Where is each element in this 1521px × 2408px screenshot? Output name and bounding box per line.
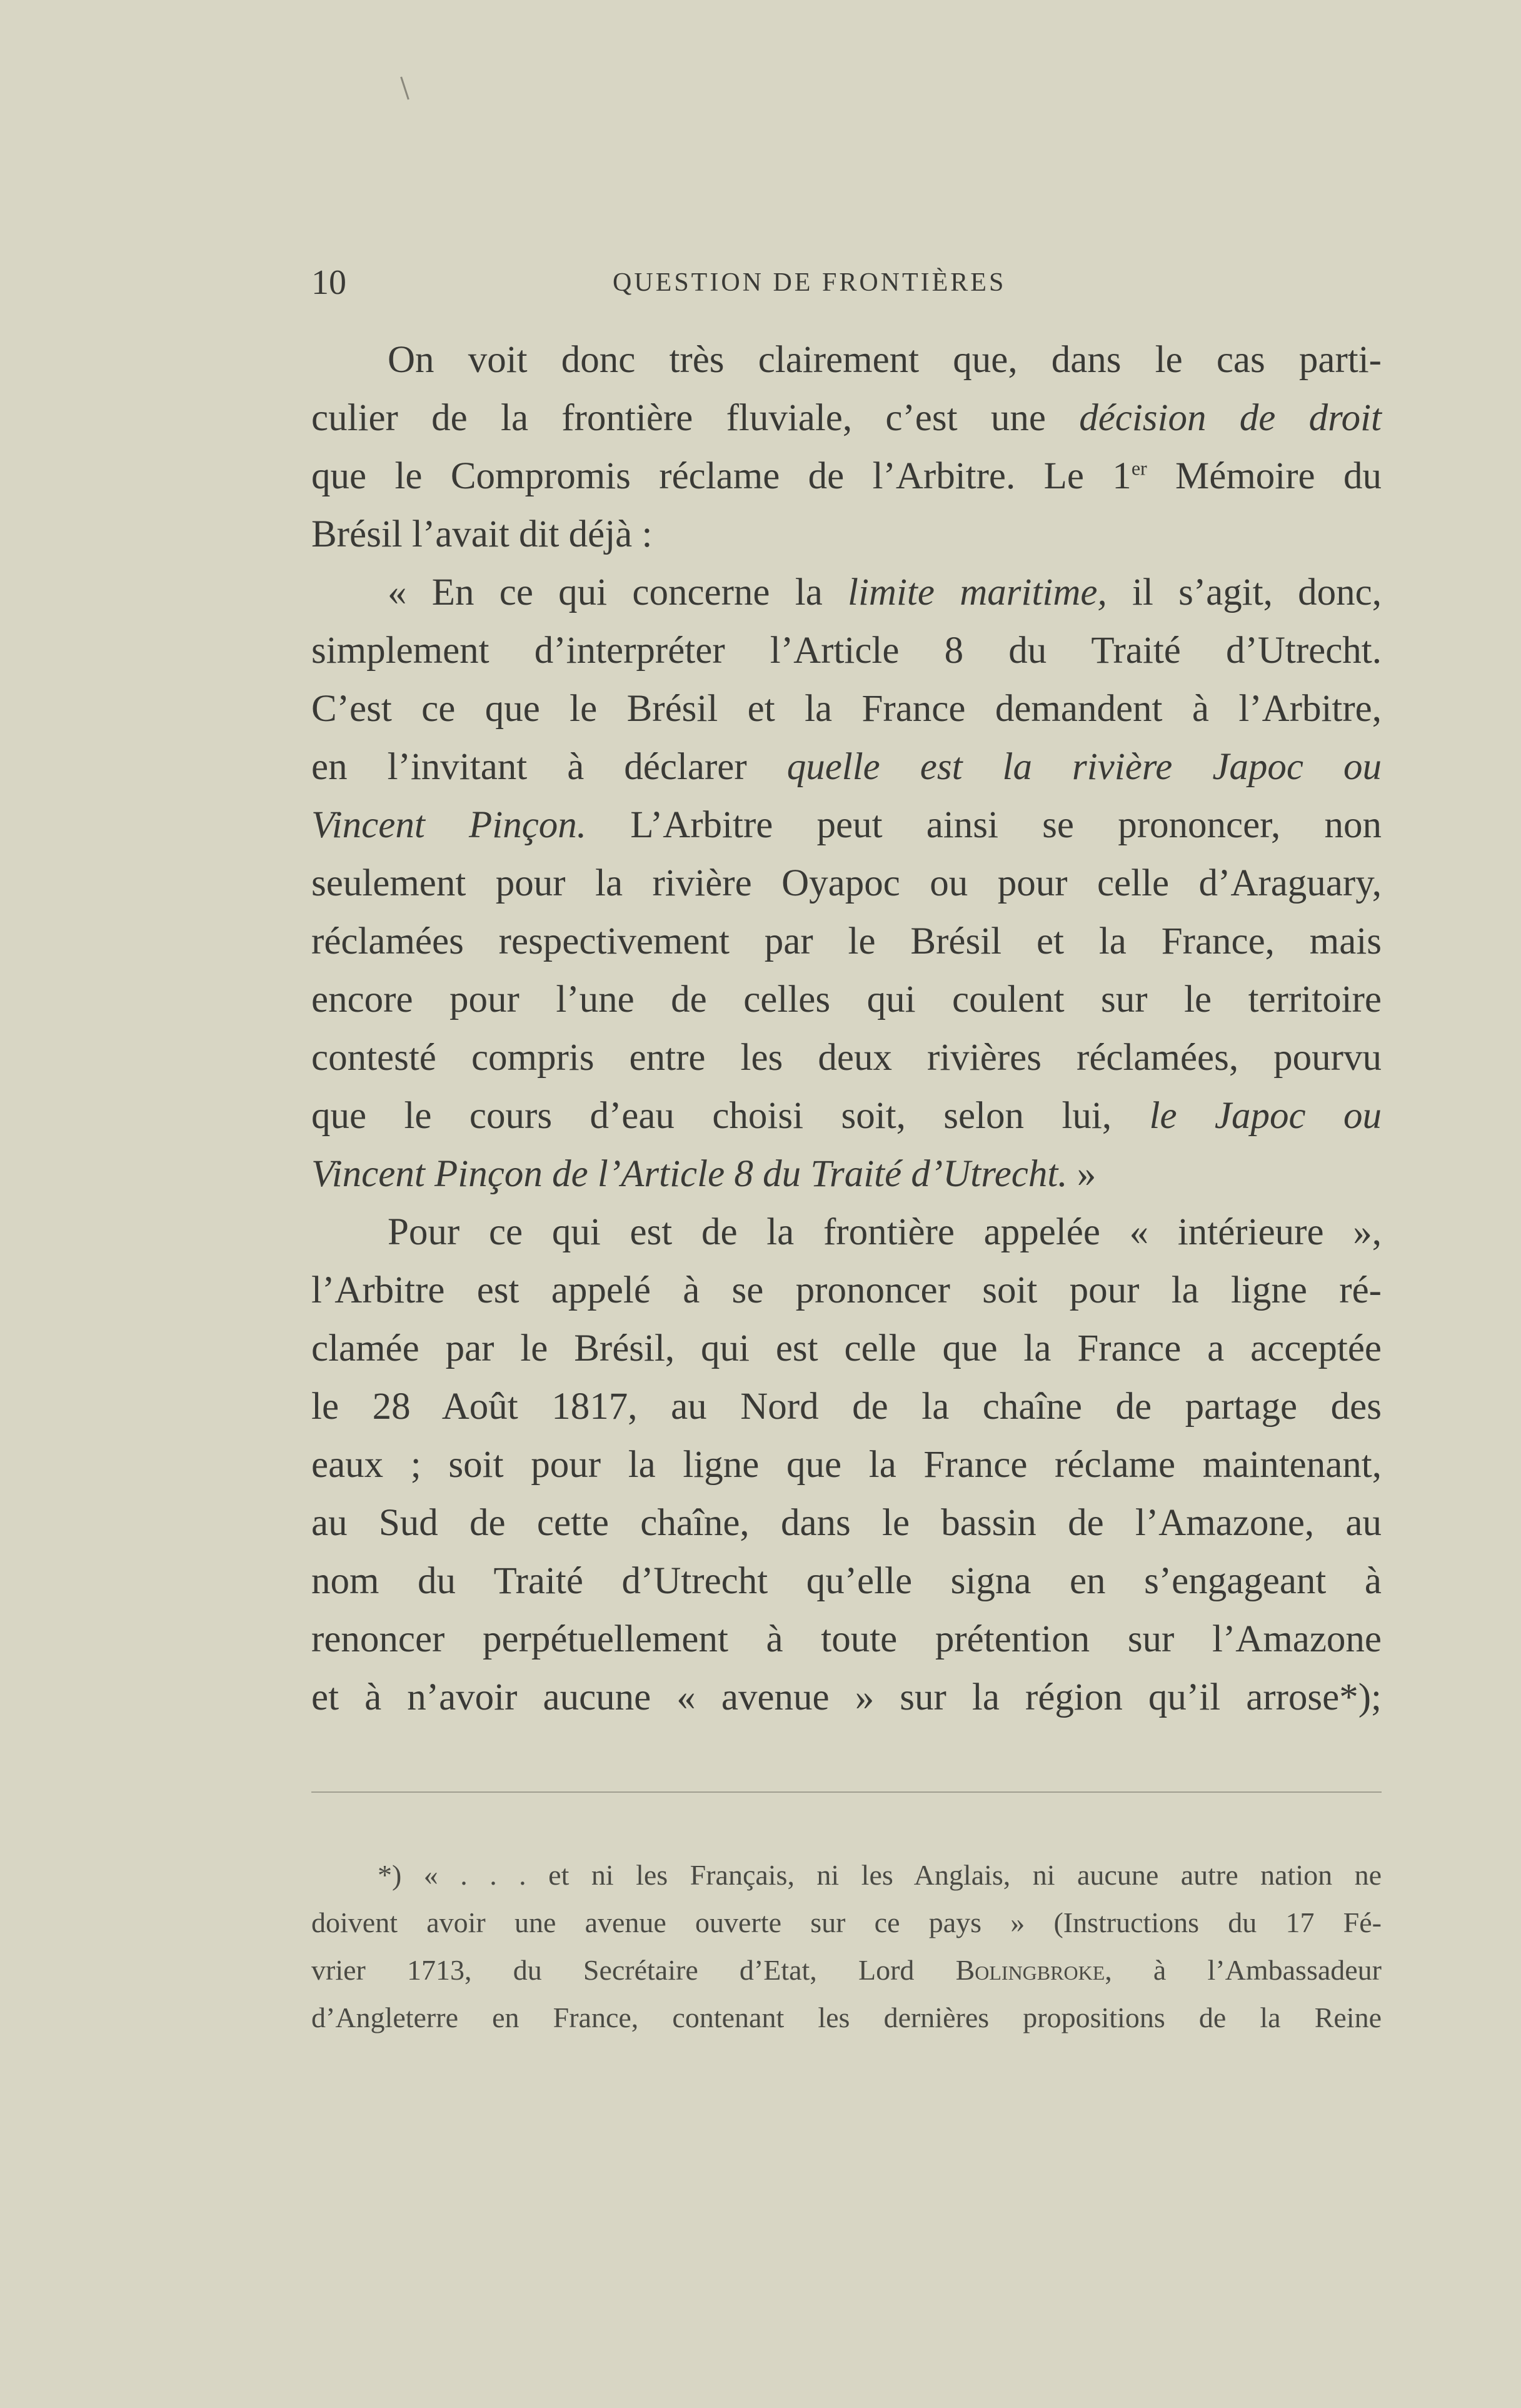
- text-span: le 28 Août 1817, au Nord de la chaîne de partage des: [311, 1386, 1382, 1428]
- text-line: [311, 861, 1382, 906]
- text-line: [311, 1094, 1382, 1139]
- text-span: en l’invitant à déclarer: [311, 746, 787, 788]
- text-line: [311, 628, 1382, 673]
- text-line: [311, 396, 1382, 441]
- text-span: culier de la frontière fluviale, c’est une: [311, 397, 1080, 439]
- italic-span: Vincent Pinçon.: [311, 804, 587, 846]
- page-header: [311, 263, 1382, 306]
- text-line: [311, 1384, 1382, 1429]
- footnote-divider: [311, 1791, 1382, 1793]
- text-line: [311, 745, 1382, 790]
- text-span: au Sud de cette chaîne, dans le bassin de l’Amazone, au: [311, 1502, 1382, 1544]
- text-span: L’Arbitre peut ainsi se prononcer, non: [586, 804, 1382, 846]
- text-span: réclamées respectivement par le Brésil et la France, mais: [311, 920, 1382, 962]
- text-line: [311, 1268, 1382, 1313]
- italic-span: limite maritime,: [848, 572, 1107, 613]
- footnote-line: [311, 2000, 1382, 2036]
- text-span: nom du Traité d’Utrecht qu’elle signa en s’engageant à: [311, 1560, 1382, 1602]
- footnote-line: [311, 1905, 1382, 1941]
- text-line: [311, 1675, 1382, 1720]
- text-span: »: [1067, 1153, 1097, 1195]
- superscript: er: [1131, 456, 1147, 480]
- text-span: simplement d’interpréter l’Article 8 du Traité d’Utrecht.: [311, 630, 1382, 672]
- footnote-line: [311, 1952, 1382, 1988]
- italic-span: décision de droit: [1079, 397, 1382, 439]
- text-span: et à n’avoir aucune « avenue » sur la région qu’il arrose*);: [311, 1676, 1382, 1718]
- text-span: que le Compromis réclame de l’Arbitre. Le 1: [311, 455, 1132, 497]
- text-span: que le cours d’eau choisi soit, selon lui,: [311, 1095, 1150, 1137]
- text-line: [311, 1326, 1382, 1371]
- text-line: [311, 1152, 1382, 1197]
- text-line: [311, 687, 1382, 732]
- text-line: [388, 1210, 1382, 1255]
- text-span: clamée par le Brésil, qui est celle que la France a acceptée: [311, 1327, 1382, 1369]
- text-span: Pour ce qui est de la frontière appelée « intérieure »,: [388, 1211, 1382, 1253]
- text-span: l’Arbitre est appelé à se prononcer soit pour la ligne ré-: [311, 1269, 1382, 1311]
- small-caps-name: Bolingbroke: [955, 1954, 1105, 1986]
- text-span: il s’agit, donc,: [1107, 572, 1382, 613]
- stray-mark: [400, 76, 409, 99]
- footnote-line: [378, 1857, 1382, 1893]
- text-span: Mémoire du: [1147, 455, 1382, 497]
- text-span: seulement pour la rivière Oyapoc ou pour celle d’Araguary,: [311, 862, 1382, 904]
- text-line: [311, 1501, 1382, 1546]
- text-line: [388, 570, 1382, 615]
- text-line: [311, 919, 1382, 964]
- footnote-span: vrier 1713, du Secrétaire d’Etat, Lord: [311, 1954, 956, 1986]
- text-line: [311, 454, 1382, 499]
- footnote-span: *) « . . . et ni les Français, ni les Anglais, ni aucune autre nation ne: [378, 1859, 1382, 1891]
- text-line: [311, 803, 1382, 848]
- text-span: On voit donc très clairement que, dans le cas parti-: [388, 339, 1382, 381]
- italic-span: Vincent Pinçon de l’Article 8 du Traité d’Utrecht.: [311, 1153, 1068, 1195]
- text-span: Brésil l’avait dit déjà :: [311, 513, 653, 555]
- text-line: [311, 1035, 1382, 1081]
- footnote-span: d’Angleterre en France, contenant les dernières propositions de la Reine: [311, 2002, 1382, 2033]
- text-line: [311, 1559, 1382, 1604]
- text-span: C’est ce que le Brésil et la France demandent à l’Arbitre,: [311, 688, 1382, 730]
- running-title: QUESTION DE FRONTIÈRES: [613, 268, 1006, 297]
- text-span: renoncer perpétuellement à toute prétention sur l’Amazone: [311, 1618, 1382, 1660]
- text-line: [388, 338, 1382, 383]
- text-line: [311, 977, 1382, 1022]
- text-span: contesté compris entre les deux rivières réclamées, pourvu: [311, 1037, 1382, 1079]
- italic-span: quelle est la rivière Japoc ou: [786, 746, 1382, 788]
- page-number: 10: [311, 263, 346, 302]
- italic-span: le Japoc ou: [1149, 1095, 1382, 1137]
- text-span: eaux ; soit pour la ligne que la France réclame maintenant,: [311, 1444, 1382, 1486]
- text-line: [311, 1617, 1382, 1662]
- text-span: « En ce qui concerne la: [388, 572, 848, 613]
- text-line: [311, 1443, 1382, 1488]
- text-span: encore pour l’une de celles qui coulent sur le territoire: [311, 979, 1382, 1020]
- footnote-span: doivent avoir une avenue ouverte sur ce pays » (Instructions du 17 Fé-: [311, 1907, 1382, 1938]
- text-line: [311, 512, 1382, 557]
- footnote-span: , à l’Ambassadeur: [1105, 1954, 1382, 1986]
